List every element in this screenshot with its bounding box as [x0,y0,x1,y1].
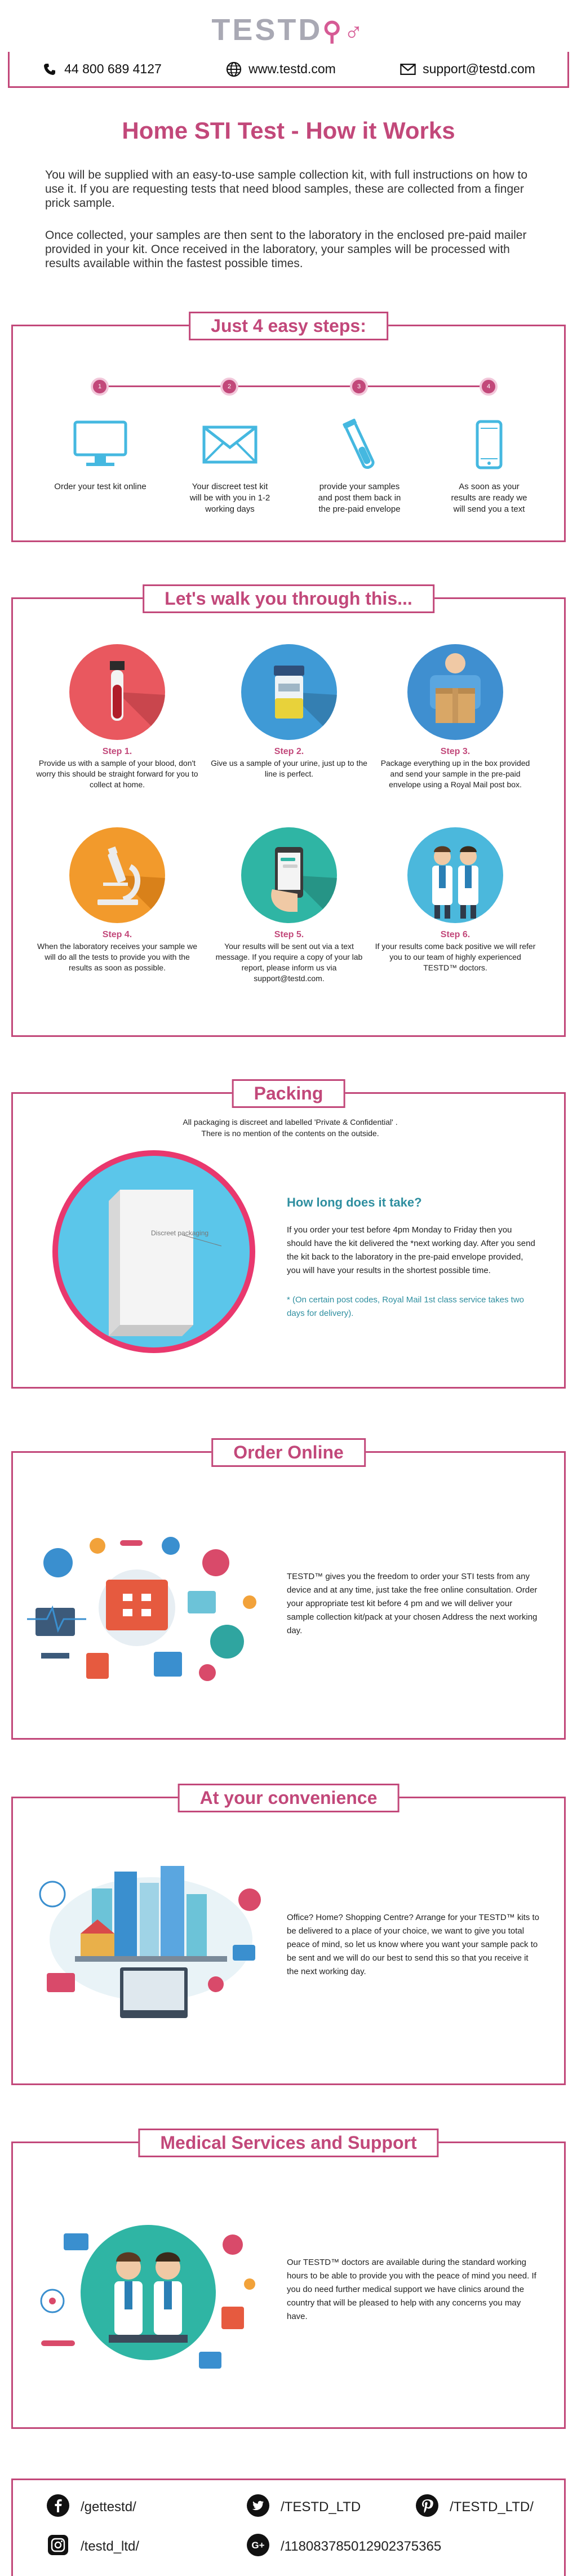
steps-section [11,316,566,542]
step-caption-1: Order your test kit online [54,482,147,491]
walk-step-text-2: Give us a sample of your urine, just up to the line is perfect. [211,759,367,778]
step-dot-4: 4 [480,378,498,396]
intro-paragraph-1: You will be supplied with an easy-to-use sample collection kit, with full instructions on how to use it. If you are requesting tests that need blood samples, these are collected from a finger prick sample. [45,169,527,210]
instagram-handle[interactable]: /testd_ltd/ [81,2538,140,2554]
contact-bar [8,52,569,88]
doctors-illustration [407,827,503,923]
social-pinterest[interactable] [416,2494,534,2520]
logo[interactable] [0,12,577,47]
phone-icon [42,61,57,77]
microscope-illustration [69,827,165,923]
medical-body: Our TESTD™ doctors are available during the standard working hours to be able to provide you with the peace of mind you need. If you do need further medical support we have clinics around the country that will be pleased to help with any concerns you may have. [287,2258,536,2321]
walk-step-heading-1: Step 1. [102,747,132,756]
urine-sample-illustration [241,644,337,740]
walk-step-text-4: When the laboratory receives your sample we will do all the tests to provide you with the results as soon as possible. [37,942,198,972]
gender-symbols-icon: ⚲♂ [322,16,366,46]
step-caption-2: Your discreet test kit will be with you in 1-2 working days [189,482,270,514]
social-instagram[interactable] [47,2534,139,2559]
social-twitter[interactable] [247,2494,361,2520]
step-dot-3: 3 [350,378,368,396]
pinterest-icon [416,2494,438,2520]
walk-step-text-5: Your results will be sent out via a text message. If you require a copy of your lab report, please inform us via support@testd.com. [215,942,363,983]
social-facebook[interactable] [47,2494,136,2520]
discreet-packaging-illustration [52,1150,255,1353]
instagram-icon [47,2534,69,2559]
google-plus-icon [247,2534,269,2559]
twitter-icon [247,2494,269,2520]
walk-step-heading-4: Step 4. [102,930,132,939]
envelope-icon [400,61,416,77]
step-dot-1: 1 [91,378,109,396]
globe-icon [226,61,242,77]
steps-timeline [100,385,489,387]
contact-phone[interactable] [42,61,162,77]
convenience-body: Office? Home? Shopping Centre? Arrange for your TESTD™ kits to be delivered to a place of your choice, we want to give you total peace of mind, so let us know where you want your sample pack to be sent and we will do our best to send this so that you receive it the next working day. [287,1913,539,1976]
convenience-title: At your convenience [178,1784,400,1812]
packing-section [11,1083,566,1389]
convenience-section [11,1788,566,2085]
walk-step-text-6: If your results come back positive we will refer you to our team of highly experienced TESTD™ doctors. [375,942,536,972]
pinterest-handle[interactable]: /TESTD_LTD/ [450,2499,534,2515]
contact-email[interactable] [400,61,535,77]
packing-subheading: How long does it take? [287,1195,422,1209]
walk-step-heading-3: Step 3. [440,747,471,756]
medical-icons-illustration [24,1523,267,1692]
walk-step-text-3: Package everything up in the box provided and send your sample in the pre-paid envelope using a Royal Mail post box. [380,759,530,789]
packing-footnote: * (On certain post codes, Royal Mail 1st class service takes two days for delivery). [287,1295,524,1318]
step-caption-3: provide your samples and post them back in the pre-paid envelope [318,482,401,514]
packing-body: If you order your test before 4pm Monday to Friday then you should have the kit delivered the *next working day. After you send the kit back to the laboratory in the pre-paid envelope provided, you will have your results in the shortest possible time. [287,1225,535,1275]
contact-website[interactable] [226,61,336,77]
social-footer [11,2479,566,2576]
packing-title: Packing [232,1079,345,1108]
blood-sample-illustration [69,644,165,740]
phone-number: 44 800 689 4127 [64,61,162,76]
order-title: Order Online [211,1438,366,1467]
email-link[interactable]: support@testd.com [423,61,535,76]
facebook-icon [47,2494,69,2520]
step-caption-4: As soon as your results are ready we will send you a text [451,482,527,514]
package-illustration [407,644,503,740]
packing-note-line-2: There is no mention of the contents on the outside. [201,1129,379,1138]
mobile-phone-icon [458,416,520,473]
packaging-label: Discreet packaging [151,1229,209,1237]
monitor-icon [69,416,131,473]
city-delivery-illustration [30,1855,272,2029]
doctors-support-illustration [30,2200,272,2380]
intro-paragraph-2: Once collected, your samples are then sent to the laboratory in the enclosed pre-paid mailer provided in your kit. Once received in the laboratory, your samples will be processed with results available within the fastest possible times. [45,229,527,270]
svg-text:G+: G+ [251,2540,265,2551]
walk-step-heading-5: Step 5. [274,930,304,939]
packing-note-line-1: All packaging is discreet and labelled 'Private & Confidential' . [183,1118,398,1127]
walk-section [11,588,566,1037]
walk-title: Let's walk you through this... [143,584,434,613]
medical-title: Medical Services and Support [138,2129,438,2157]
twitter-handle[interactable]: /TESTD_LTD [281,2499,361,2515]
medical-section [11,2132,566,2429]
googleplus-handle[interactable]: /118083785012902375365 [281,2538,442,2554]
page-title: Home STI Test - How it Works [122,117,455,144]
envelope-step-icon [199,416,261,473]
order-section [11,1442,566,1740]
order-body: TESTD™ gives you the freedom to order your STI tests from any device and at any time, just take the free online consultation. Order your appropriate test kit before 4 pm and we will deliver your sample collection kit/pack at your chosen Address the next working day. [287,1572,538,1635]
walk-step-text-1: Provide us with a sample of your blood, don't worry this should be straight forward for you to collect at home. [36,759,198,789]
step-dot-2: 2 [220,378,238,396]
logo-text: TESTD [211,13,323,47]
facebook-handle[interactable]: /gettestd/ [81,2499,136,2515]
social-googleplus[interactable] [247,2534,441,2559]
walk-step-heading-2: Step 2. [274,747,304,756]
website-link[interactable]: www.testd.com [248,61,336,76]
packing-note [13,1116,567,1139]
test-tube-icon [329,416,390,473]
steps-title: Just 4 easy steps: [189,312,388,340]
text-message-illustration [241,827,337,923]
walk-step-heading-6: Step 6. [440,930,471,939]
